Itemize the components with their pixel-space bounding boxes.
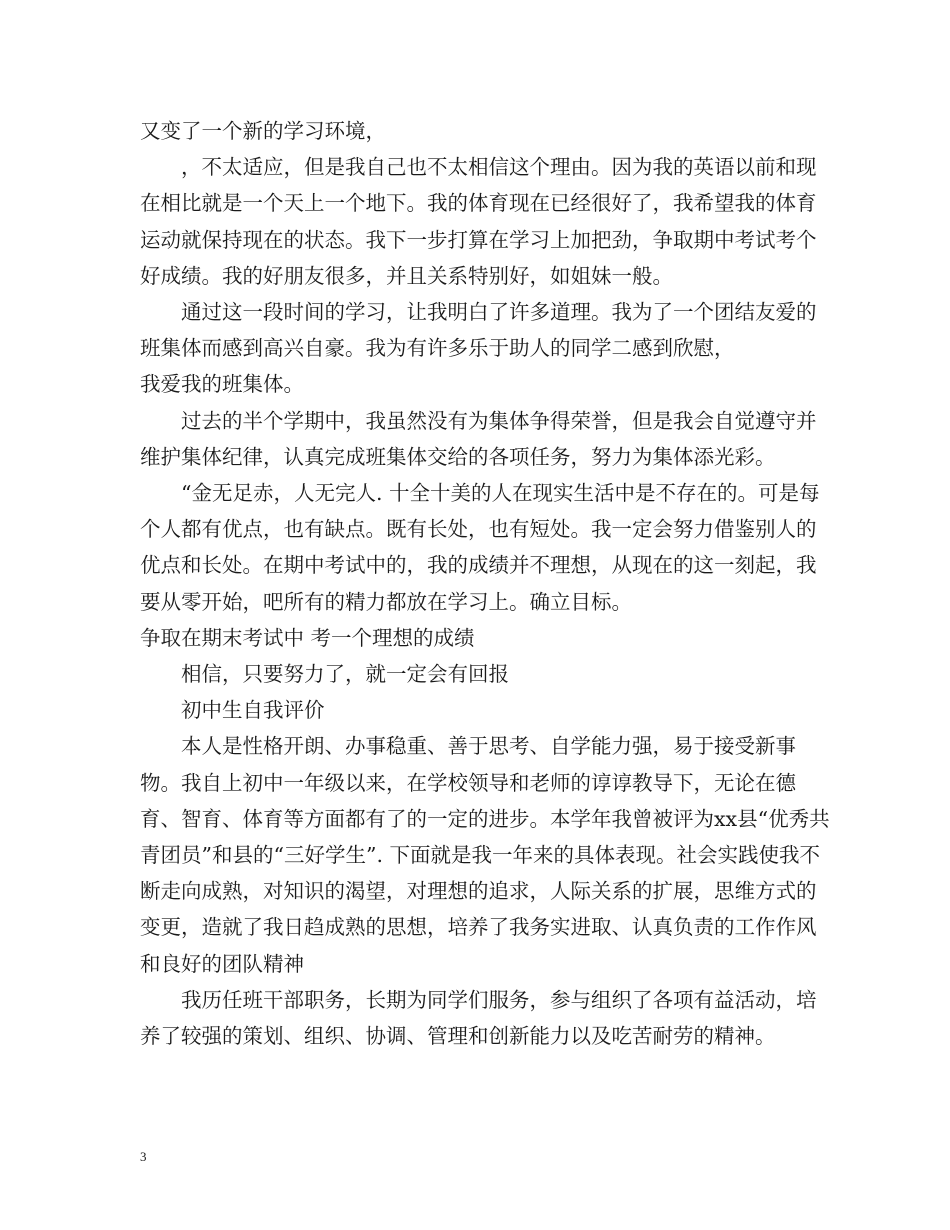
paragraph: 我爱我的班集体。 (140, 372, 304, 397)
paragraph: ，不太适应，但是我自己也不太相信这个理由。因为我的英语以前和现在相比就是一个天上一个地下。我的体育现在已经很好了，我希望我的体育运动就保持现在的状态。我下一步打算在学习上加把劲，争取期中考试考个好成绩。我的好朋友很多，并且关系特别好，如姐妹一般。 (140, 155, 817, 288)
paragraph: 本人是性格开朗、办事稳重、善于思考、自学能力强，易于接受新事物。我自上初中一年级以来，在学校领导和老师的谆谆教导下，无论在德育、智育、体育等方面都有了的一定的进步。本学年我曾被评为xx县“优秀共青团员”和县的“三好学生”. 下面就是我一年来的具体表现。社会实践使我不断走向成熟，对知识的渴望，对理想的追求，人际关系的扩展，思维方式的变更，造就了我日趋成熟的思想，培养了我务实进取、认真负责的工作作风和良好的团队精神 (140, 734, 830, 976)
document-body (140, 113, 830, 1054)
paragraph: 相信，只要努力了，就一定会有回报 (181, 662, 509, 687)
paragraph: 争取在期末考试中 考一个理想的成绩 (140, 625, 475, 650)
paragraph: 又变了一个新的学习环境， (140, 119, 386, 143)
paragraph: 过去的半个学期中，我虽然没有为集体争得荣誉，但是我会自觉遵守并维护集体纪律，认真完成班集体交给的各项任务，努力为集体添光彩。 (140, 408, 817, 469)
paragraph: 通过这一段时间的学习，让我明白了许多道理。我为了一个团结友爱的班集体而感到高兴自豪。我为有许多乐于助人的同学二感到欣慰， (140, 300, 817, 361)
paragraph: “金无足赤，人无完人. 十全十美的人在现实生活中是不存在的。可是每个人都有优点，也有缺点。既有长处，也有短处。我一定会努力借鉴别人的优点和长处。在期中考试中的，我的成绩并不理想，从现在的这一刻起，我要从零开始，吧所有的精力都放在学习上。确立目标。 (140, 481, 820, 614)
page-number: 3 (140, 1149, 147, 1164)
section-heading: 初中生自我评价 (181, 698, 325, 723)
paragraph: 我历任班干部职务，长期为同学们服务，参与组织了各项有益活动，培养了较强的策划、组织、协调、管理和创新能力以及吃苦耐劳的精神。 (140, 987, 817, 1049)
